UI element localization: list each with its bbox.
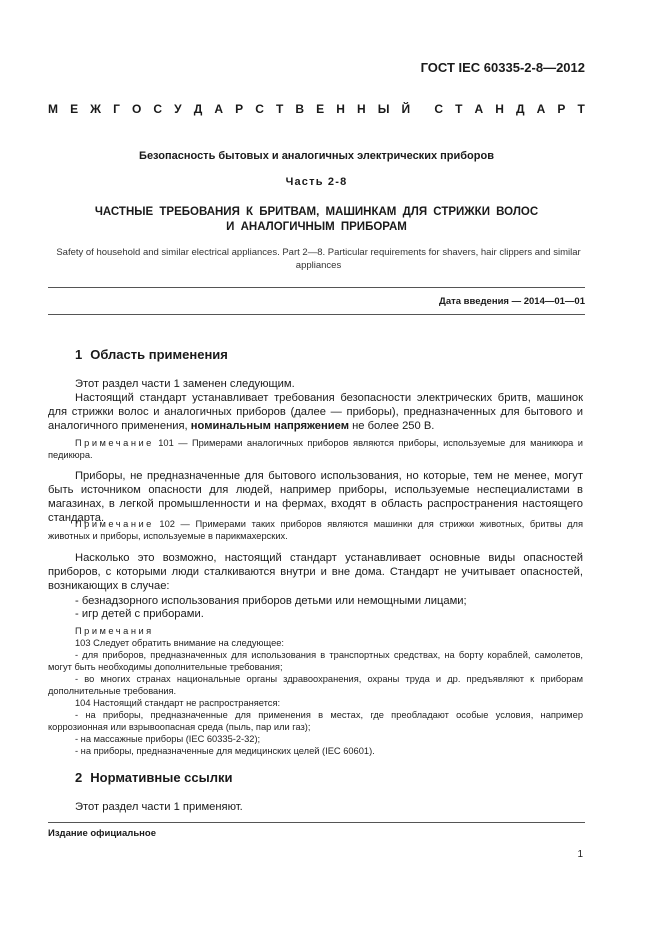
banner-letter: Н — [336, 102, 345, 116]
banner-letter: Д — [193, 102, 203, 116]
banner-letter: Е — [70, 102, 79, 116]
paragraph-hazards: Насколько это возможно, настоящий стандарт устанавливает основные виды опасностей приборов, с которыми люди сталкиваются внутри и вне дома. Стандарт не учитывает опасностей, возникающих в случае: — [48, 552, 583, 592]
banner-letter: Д — [516, 102, 525, 116]
list-item-children-play: - игр детей с приборами. — [75, 608, 204, 620]
banner-letter: А — [536, 102, 546, 116]
notes-label: Примечания — [75, 626, 154, 636]
section-1-number: 1 — [75, 347, 83, 362]
section-1-heading — [75, 347, 228, 362]
section-1-title: Область применения — [90, 347, 228, 362]
introduction-date: Дата введения — 2014—01—01 — [439, 296, 585, 307]
note-104: 104 Настоящий стандарт не распространяется: — [75, 698, 281, 708]
banner-letter: Й — [401, 102, 411, 116]
paragraph-non-household: Приборы, не предназначенные для бытового использования, но которые, тем не менее, могут быть источником опасности для людей, например приборы, используемые неспециалистами в магазинах, в легкой промышленности и на фермах, входят в область распространения настоящего стандарта. — [48, 470, 583, 524]
banner-letter: В — [295, 102, 305, 116]
official-edition-label: Издание официальное — [48, 828, 156, 839]
paragraph-references: Этот раздел части 1 применяют. — [75, 801, 243, 813]
banner-letter: Р — [557, 102, 566, 116]
list-item-unsupervised: - безнадзорного использования приборов детьми или немощными лицами; — [75, 595, 467, 607]
subtitle-line-2: И АНАЛОГИЧНЫМ ПРИБОРАМ — [226, 221, 407, 233]
note-102-text: 102 — Примерами таких приборов являются машинки для стрижки животных, бритвы для животных и приборы, используемые в парикмахерских. — [48, 519, 583, 541]
date-divider — [48, 314, 585, 315]
note-103-item-national: - во многих странах национальные органы здравоохранения, охраны труда и др. предъявляют к приборам дополнительные требования. — [48, 674, 583, 696]
part-label: Часть 2-8 — [285, 176, 348, 188]
banner-letter: С — [153, 102, 163, 116]
banner-letter: У — [174, 102, 182, 116]
scope-text-end: не более 250 В. — [348, 420, 435, 432]
page-number: 1 — [577, 849, 583, 860]
banner-letter: О — [132, 102, 142, 116]
subtitle-line-1: ЧАСТНЫЕ ТРЕБОВАНИЯ К БРИТВАМ, МАШИНКАМ ДЛЯ СТРИЖКИ ВОЛОС — [94, 206, 539, 218]
note-label: Примечание — [75, 519, 154, 529]
note-102 — [48, 518, 583, 542]
note-104-item-special-conditions: - на приборы, предназначенные для применения в местах, где преобладают особые условия, например коррозионная или взрывоопасная среда (пыль, пар или газ); — [48, 710, 583, 732]
english-title: Safety of household and similar electrical appliances. Part 2—8. Particular requirements for shavers, hair clippers and similar appliances — [56, 247, 581, 271]
note-101-text: 101 — Примерами аналогичных приборов являются приборы, используемые для маникюра и педикюра. — [48, 438, 583, 460]
footer-divider — [48, 822, 585, 823]
scope-term-rated-voltage: номинальным напряжением — [190, 420, 349, 432]
section-2-number: 2 — [75, 770, 83, 785]
standard-banner — [48, 102, 585, 116]
banner-letter: Т — [577, 102, 585, 116]
section-2-title: Нормативные ссылки — [90, 770, 233, 785]
top-divider — [48, 287, 585, 288]
banner-letter: С — [255, 102, 264, 116]
banner-letter: Р — [235, 102, 244, 116]
banner-letter: Е — [316, 102, 325, 116]
note-label: Примечание — [75, 438, 154, 448]
scope-text: Настоящий стандарт устанавливает требования безопасности электрических бритв, машинок для стрижки волос и аналогичных приборов (далее — приборы), предназначенных для бытового и аналогичного применения, — [48, 392, 583, 432]
banner-letter: М — [48, 102, 58, 116]
note-103: 103 Следует обратить внимание на следующее: — [75, 638, 284, 648]
note-101 — [48, 437, 583, 461]
document-code: ГОСТ IEC 60335-2-8—2012 — [420, 60, 585, 75]
banner-letter: Ж — [90, 102, 102, 116]
banner-letter: Г — [113, 102, 120, 116]
banner-letter: А — [474, 102, 484, 116]
banner-letter: Н — [495, 102, 504, 116]
paragraph-replace-note: Этот раздел части 1 заменен следующим. — [75, 378, 295, 390]
banner-letter: С — [434, 102, 443, 116]
standard-title: Безопасность бытовых и аналогичных электрических приборов — [139, 150, 494, 162]
banner-letter: Т — [275, 102, 284, 116]
note-103-item-transport: - для приборов, предназначенных для использования в транспортных средствах, на борту кораблей, самолетов, могут быть необходимы дополнительные требования; — [48, 650, 583, 672]
paragraph-scope — [48, 391, 583, 433]
section-2-heading — [75, 770, 232, 785]
note-104-item-medical: - на приборы, предназначенные для медицинских целей (IEC 60601). — [75, 746, 375, 756]
subtitle — [48, 205, 585, 235]
banner-letter: Н — [356, 102, 366, 116]
note-104-item-massage: - на массажные приборы (IEC 60335-2-32); — [75, 734, 261, 744]
banner-letter: Ы — [377, 102, 390, 116]
banner-letter: А — [214, 102, 224, 116]
banner-letter: Т — [455, 102, 463, 116]
